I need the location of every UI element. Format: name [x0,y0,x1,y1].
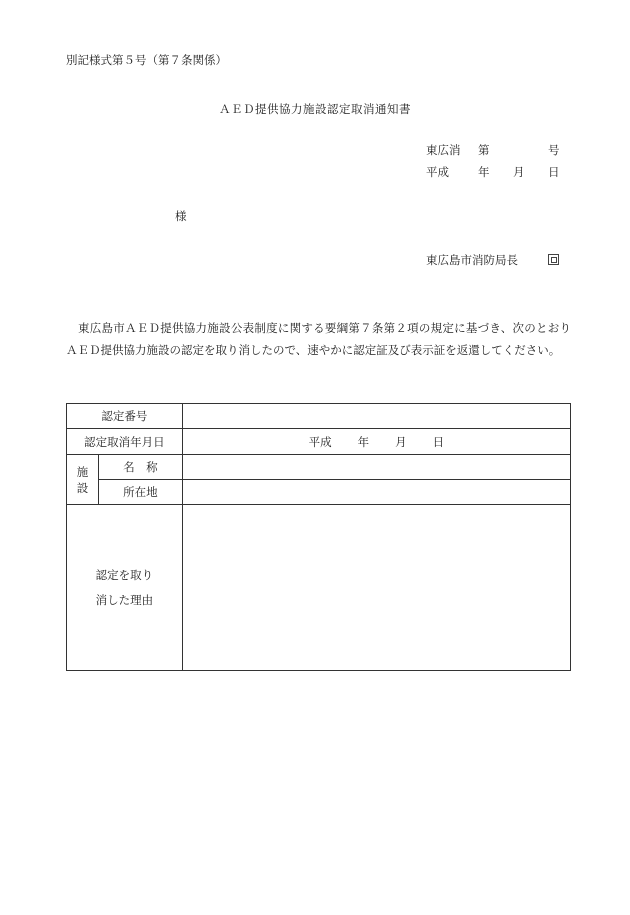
facility-address-label: 所在地 [98,480,182,505]
seal-icon [548,254,559,265]
reason-label [67,505,183,671]
notice-body: 東広島市ＡＥＤ提供協力施設公表制度に関する要綱第７条第２項の規定に基づき、次のとおりＡＥＤ提供協力施設の認定を取り消したので、速やかに認定証及び表示証を返還してください。 [66,321,571,357]
addressee-suffix: 様 [175,209,187,223]
cancel-date-era: 平成 [308,434,332,449]
doc-number-prefix: 東広消 [426,143,461,157]
reason-label-1: 認定を取り [95,567,154,582]
issuer-name: 東広島市消防局長 [426,253,518,267]
facility-address-value[interactable] [182,480,570,505]
doc-number-gou: 号 [548,143,560,157]
doc-number-dai: 第 [478,143,490,157]
facility-label-1: 施 [76,464,89,479]
reason-label-2: 消した理由 [95,592,154,607]
cancel-date-month: 月 [395,434,407,449]
reason-value[interactable] [182,505,570,671]
facility-label [67,455,99,505]
date-year: 年 [478,165,490,179]
cancel-date-day: 日 [432,434,445,449]
form-reference: 別記様式第５号（第７条関係） [66,53,227,67]
facility-name-label: 名 称 [98,455,182,480]
facility-name-value[interactable] [182,455,570,480]
date-era: 平成 [426,165,449,179]
cert-number-value[interactable] [182,404,570,429]
notice-table [66,403,571,671]
facility-label-2: 設 [76,480,89,495]
date-day: 日 [548,165,560,179]
cert-number-label: 認定番号 [67,404,183,429]
document-title: ＡＥＤ提供協力施設認定取消通知書 [219,102,411,116]
cancel-date-value[interactable] [182,429,570,455]
date-month: 月 [513,165,525,179]
cancel-date-year: 年 [357,434,370,449]
cancel-date-label: 認定取消年月日 [67,429,183,455]
seal-mark [548,254,559,268]
